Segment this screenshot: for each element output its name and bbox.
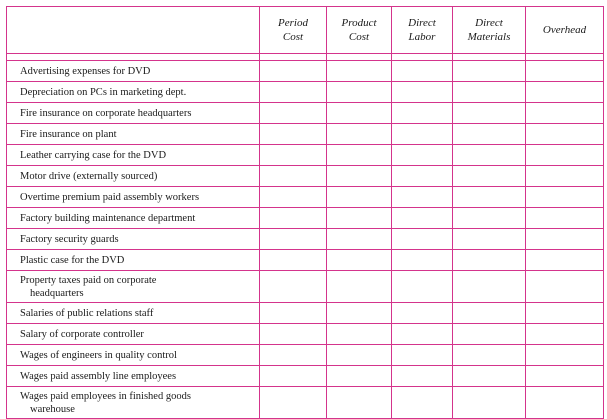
direct-labor-cell[interactable]: [392, 250, 453, 271]
direct-labor-cell[interactable]: [392, 82, 453, 103]
overhead-cell[interactable]: [526, 229, 604, 250]
direct-materials-cell[interactable]: [453, 145, 526, 166]
direct-materials-cell[interactable]: [453, 345, 526, 366]
period-cost-cell[interactable]: [260, 103, 327, 124]
table-row: [7, 103, 604, 124]
period-cost-cell[interactable]: [260, 208, 327, 229]
direct-labor-cell[interactable]: [392, 303, 453, 324]
table-row: [7, 271, 604, 303]
direct-materials-cell[interactable]: [453, 208, 526, 229]
cost-item-text: Property taxes paid on corporate: [20, 274, 157, 286]
direct-labor-cell[interactable]: [392, 166, 453, 187]
direct-materials-cell[interactable]: [453, 250, 526, 271]
table-row: [7, 166, 604, 187]
direct-materials-cell[interactable]: [453, 324, 526, 345]
cost-item-text: Fire insurance on plant: [20, 128, 117, 140]
direct-materials-cell[interactable]: [453, 187, 526, 208]
direct-labor-cell[interactable]: [392, 324, 453, 345]
period-cost-cell[interactable]: [260, 250, 327, 271]
cost-item-label: [7, 61, 260, 82]
table-row: [7, 303, 604, 324]
direct-labor-cell[interactable]: [392, 271, 453, 303]
header-overhead: Overhead: [526, 7, 604, 54]
cost-item-text: Wages paid employees in finished goods: [20, 390, 191, 402]
direct-materials-cell[interactable]: [453, 303, 526, 324]
overhead-cell[interactable]: [526, 250, 604, 271]
table-row: [7, 187, 604, 208]
table-row: [7, 366, 604, 387]
period-cost-cell[interactable]: [260, 145, 327, 166]
cost-item-label: [7, 124, 260, 145]
cost-item-label: [7, 303, 260, 324]
cost-item-text-continued: warehouse: [30, 403, 75, 415]
cost-item-label: [7, 271, 260, 303]
period-cost-cell[interactable]: [260, 229, 327, 250]
cost-item-label: [7, 229, 260, 250]
table-row: [7, 208, 604, 229]
cost-item-label: [7, 208, 260, 229]
table-row: [7, 82, 604, 103]
direct-labor-cell[interactable]: [392, 208, 453, 229]
direct-labor-cell[interactable]: [392, 145, 453, 166]
cost-item-label: [7, 250, 260, 271]
product-cost-cell[interactable]: [327, 345, 392, 366]
period-cost-cell[interactable]: [260, 82, 327, 103]
direct-materials-cell[interactable]: [453, 61, 526, 82]
overhead-cell[interactable]: [526, 166, 604, 187]
cost-item-text: Motor drive (externally sourced): [20, 170, 158, 182]
cost-item-text: Wages of engineers in quality control: [20, 349, 177, 361]
cost-item-label: [7, 187, 260, 208]
direct-labor-cell[interactable]: [392, 387, 453, 419]
product-cost-cell[interactable]: [327, 271, 392, 303]
table-row: [7, 387, 604, 419]
product-cost-cell[interactable]: [327, 124, 392, 145]
header-product-cost: Product Cost: [327, 7, 392, 54]
period-cost-cell[interactable]: [260, 345, 327, 366]
product-cost-cell[interactable]: [327, 208, 392, 229]
cost-item-label: [7, 103, 260, 124]
direct-materials-cell[interactable]: [453, 366, 526, 387]
product-cost-cell[interactable]: [327, 229, 392, 250]
overhead-cell[interactable]: [526, 124, 604, 145]
spacer-cell: [7, 54, 260, 61]
direct-materials-cell[interactable]: [453, 166, 526, 187]
direct-labor-cell[interactable]: [392, 124, 453, 145]
cost-item-label: [7, 166, 260, 187]
overhead-cell[interactable]: [526, 208, 604, 229]
product-cost-cell[interactable]: [327, 366, 392, 387]
overhead-cell[interactable]: [526, 103, 604, 124]
spacer-row: [7, 54, 604, 61]
spacer-cell: [327, 54, 392, 61]
direct-labor-cell[interactable]: [392, 345, 453, 366]
product-cost-cell[interactable]: [327, 82, 392, 103]
period-cost-cell[interactable]: [260, 366, 327, 387]
overhead-cell[interactable]: [526, 82, 604, 103]
product-cost-cell[interactable]: [327, 166, 392, 187]
cost-item-text: Wages paid assembly line employees: [20, 370, 177, 382]
direct-materials-cell[interactable]: [453, 387, 526, 419]
header-row: [7, 7, 604, 54]
cost-item-text: Advertising expenses for DVD: [20, 65, 151, 77]
product-cost-cell[interactable]: [327, 145, 392, 166]
header-direct-labor: Direct Labor: [392, 7, 453, 54]
table-row: [7, 61, 604, 82]
direct-labor-cell[interactable]: [392, 187, 453, 208]
cost-item-text: Factory building maintenance department: [20, 212, 196, 224]
cost-item-text-continued: headquarters: [30, 287, 84, 299]
table-row: [7, 229, 604, 250]
direct-materials-cell[interactable]: [453, 103, 526, 124]
direct-materials-cell[interactable]: [453, 124, 526, 145]
spacer-cell: [260, 54, 327, 61]
overhead-cell[interactable]: [526, 187, 604, 208]
cost-item-text: Depreciation on PCs in marketing dept.: [20, 86, 187, 98]
period-cost-cell[interactable]: [260, 187, 327, 208]
period-cost-cell[interactable]: [260, 166, 327, 187]
cost-item-text: Factory security guards: [20, 233, 119, 245]
period-cost-cell[interactable]: [260, 124, 327, 145]
period-cost-cell[interactable]: [260, 271, 327, 303]
cost-item-label: [7, 145, 260, 166]
product-cost-cell[interactable]: [327, 187, 392, 208]
direct-materials-cell[interactable]: [453, 271, 526, 303]
period-cost-cell[interactable]: [260, 387, 327, 419]
product-cost-cell[interactable]: [327, 303, 392, 324]
cost-item-text: Fire insurance on corporate headquarters: [20, 107, 192, 119]
spacer-cell: [526, 54, 604, 61]
table-body: [7, 54, 604, 419]
cost-item-text: Overtime premium paid assembly workers: [20, 191, 200, 203]
product-cost-cell[interactable]: [327, 61, 392, 82]
overhead-cell[interactable]: [526, 366, 604, 387]
period-cost-cell[interactable]: [260, 324, 327, 345]
table-row: [7, 345, 604, 366]
cost-item-label: [7, 324, 260, 345]
table-row: [7, 250, 604, 271]
period-cost-cell[interactable]: [260, 303, 327, 324]
cost-item-label: [7, 82, 260, 103]
overhead-cell[interactable]: [526, 145, 604, 166]
cost-classification-table: [6, 6, 604, 419]
cost-item-text: Salaries of public relations staff: [20, 307, 154, 319]
table-row: [7, 145, 604, 166]
direct-labor-cell[interactable]: [392, 366, 453, 387]
overhead-cell[interactable]: [526, 271, 604, 303]
direct-labor-cell[interactable]: [392, 61, 453, 82]
overhead-cell[interactable]: [526, 303, 604, 324]
overhead-cell[interactable]: [526, 324, 604, 345]
cost-item-text: Plastic case for the DVD: [20, 254, 125, 266]
header-item: [7, 7, 260, 54]
cost-item-label: [7, 366, 260, 387]
cost-item-label: [7, 345, 260, 366]
header-period-cost: Period Cost: [260, 7, 327, 54]
spacer-cell: [453, 54, 526, 61]
overhead-cell[interactable]: [526, 345, 604, 366]
product-cost-cell[interactable]: [327, 250, 392, 271]
direct-materials-cell[interactable]: [453, 229, 526, 250]
cost-classification-table-container: [6, 6, 603, 414]
spacer-cell: [392, 54, 453, 61]
direct-labor-cell[interactable]: [392, 229, 453, 250]
direct-materials-cell[interactable]: [453, 82, 526, 103]
cost-item-text: Leather carrying case for the DVD: [20, 149, 167, 161]
overhead-cell[interactable]: [526, 387, 604, 419]
overhead-cell[interactable]: [526, 61, 604, 82]
table-row: [7, 324, 604, 345]
cost-item-label: [7, 387, 260, 419]
product-cost-cell[interactable]: [327, 387, 392, 419]
cost-item-text: Salary of corporate controller: [20, 328, 144, 340]
direct-labor-cell[interactable]: [392, 103, 453, 124]
header-direct-materials: Direct Materials: [453, 7, 526, 54]
period-cost-cell[interactable]: [260, 61, 327, 82]
product-cost-cell[interactable]: [327, 324, 392, 345]
product-cost-cell[interactable]: [327, 103, 392, 124]
table-row: [7, 124, 604, 145]
